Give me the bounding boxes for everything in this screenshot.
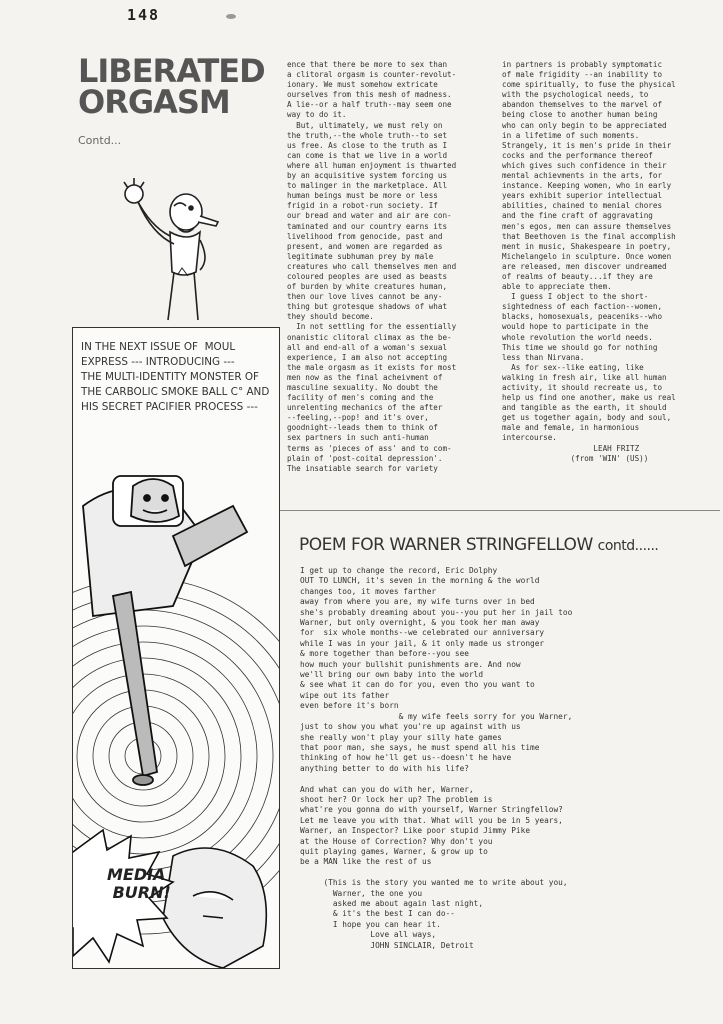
section-divider — [278, 510, 720, 511]
page-number: 148 — [127, 6, 161, 24]
headline-line1: LIBERATED — [78, 52, 265, 90]
comic-illustration — [73, 446, 279, 968]
article-column-2: in partners is probably symptomatic of male frigidity --an inability to come spiritually, to fuse the physical with the psychological needs, to abandon themselves to the marvel of being close to another human being who can only begin to be appreciated in a lifetime of such moments. Strangely, it is men's pride in their cocks and the performance thereof which gives such confidence in their mental achievments in the arts, for instance. Keeping women, who in early years exhibit superior intellectual abilities, chained to menial chores and the fine craft of aggravating men's egos, men can assure themselves that Beethoven is the final accomplish ment in music, Shakespeare in poetry, Michelangelo in sculpture. Once women are released, men discover undreamed of realms of beauty...if they are able to appreciate them. I guess I object to the short- sightedness of each faction--women, blacks, homosexuals, peaceniks--who would hope to participate in the whole revolution the world needs. This time we should go for nothing less than Nirvana. As for sex--like eating, like walking in fresh air, like all human activity, it should recreate us, to help us find one another, make us real and tangible as the earth, it should get us together again, body and soul, male and female, in harmonious intercourse. LEAH FRITZ (from 'WIN' (US)) — [502, 60, 676, 463]
article-headline — [78, 52, 278, 156]
poem-title-contd: contd...... — [597, 538, 659, 554]
poem-body: I get up to change the record, Eric Dolphy OUT TO LUNCH, it's seven in the morning & the world changes too, it moves farther away from where you are, my wife turns over in bed she's probably dreaming about you--you put her in jail too Warner, but only overnight, & you took her man away for six whole months--we celebrated our anniversary while I was in your jail, & it only made us stronger & more together than before--you see how much your bullshit punishments are. And now we'll bring our own baby into the world & see what it can do for you, even tho you want to wipe out its father even before it's born & my wife feels sorry for you Warner, just to show you what you're up against with us she really won't play your silly hate games that poor man, she says, he must spend all his time thinking of how he'll get us--doesn't he have anything better to do with his life? And what can you do with her, Warner, shoot her? Or lock her up? The problem is what're you gonna do with yourself, Warner Stringfellow? Let me leave you with that. What will you be in 5 years, Warner, an Inspector? Like poor stupid Jimmy Pike at the House of Correction? Why don't you quit playing games, Warner, & grow up to be a MAN like the rest of us (This is the story you wanted me to write about you, Warner, the one you asked me about again last night, & it's the best I can do-- I hope you can hear it. Love all ways, JOHN SINCLAIR, Detroit — [300, 566, 573, 950]
headline-contd: Contd... — [78, 134, 122, 147]
article-column-1: ence that there be more to sex than a clitoral orgasm is counter-revolut- ionary. We must somehow extricate ourselves from this mesh of madness. A lie--or a half truth--may seem one way to do it. But, ultimately, we must rely on the truth,--the whole truth--to set us free. As close to the truth as I can come is that we live in a world where all human enjoyment is thwarted by an acquisitive system forcing us to malinger in the marketplace. All human beings must be more or less frigid in a robot-run society. If our bread and water and air are con- taminated and our country earns its livelihood from genocide, past and present, and women are regarded as legitimate subhuman prey by male creatures who call themselves men and coloured peoples are used as beasts of burden by white creatures human, then our love lives cannot be any- thing but grotesque shadows of what they should become. In not settling for the essentially onanistic clitoral climax as the be- all and end-all of a woman's sexual experience, I am also not accepting the male orgasm as it exists for most men now as the final acheivment of masculine sexuality. No doubt the facility of men's coming and the unrelenting mechanics of the after --feeling,--pop! and it's over, goodnight--leads them to think of sex partners in such anti-human terms as 'pieces of ass' and to com- plain of 'post-coital depression'. The insatiable search for variety — [287, 60, 457, 473]
advert-text: IN THE NEXT ISSUE OF MOUL EXPRESS --- INTRODUCING --- THE MULTI-IDENTITY MONSTER OF THE CARBOLIC SMOKE BALL C° AND HIS SECRET PACIFIER PROCESS --- — [81, 341, 270, 413]
comic-advert-panel — [72, 327, 280, 969]
media-burn-caption: MEDIA BURN! — [107, 865, 171, 902]
poem-title-text: POEM FOR WARNER STRINGFELLOW — [299, 535, 593, 555]
ink-mark — [226, 14, 236, 19]
headline-line2: ORGASM — [78, 83, 230, 121]
poem-title — [299, 535, 658, 555]
cartoon-figure-illustration — [108, 170, 228, 330]
